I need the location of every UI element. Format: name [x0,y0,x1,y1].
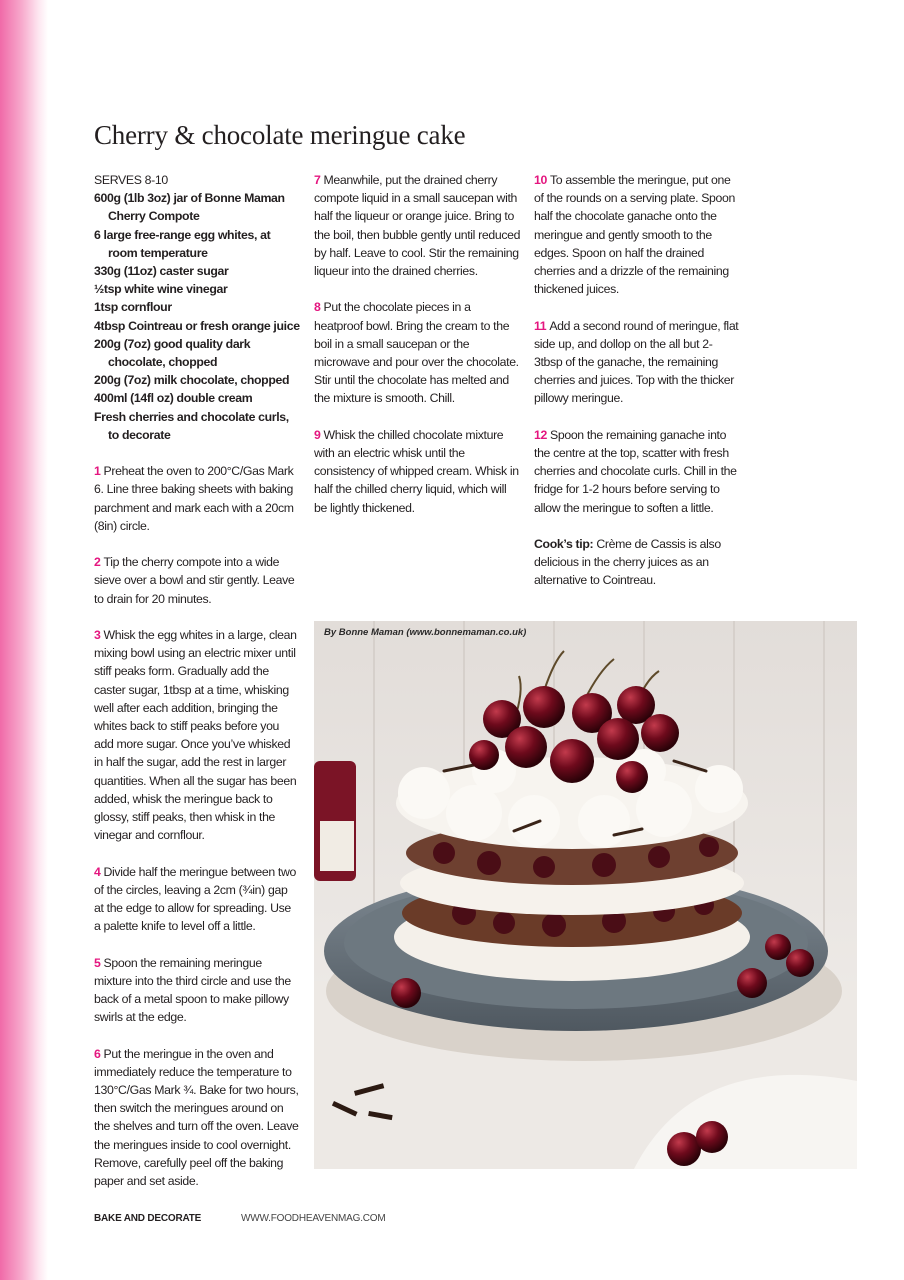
cooks-tip [534,535,740,590]
ingredient-item: 200g (7oz) good quality dark chocolate, chopped [94,336,251,370]
method-step [314,171,522,280]
step-number: 5 [94,955,101,970]
cake-illustration [314,621,857,1169]
footer-section: BAKE AND DECORATE [94,1213,202,1224]
method-step [94,1045,300,1191]
ingredient-item: Fresh cherries and chocolate curls, to decorate [94,409,289,442]
column-3 [534,171,740,590]
step-number: 1 [94,464,101,479]
footer-url[interactable]: WWW.FOODHEAVENMAG.COM [241,1213,386,1224]
step-number: 2 [94,555,101,570]
step-number: 12 [534,427,547,442]
step-text: Meanwhile, put the drained cherry compote liquid in a small saucepan with half the liqueur or orange juice. Bring to the boil, then bubble gently until reduced by half. Leave to cool. Stir the remaining liqueur into the drained cherries. [314,173,521,279]
step-text: Put the chocolate pieces in a heatproof bowl. Bring the cream to the boil in a small saucepan or the microwave and pour over the chocolate. Stir until the chocolate has melted and the mixture is smooth. Chill. [314,300,519,406]
step-text: Spoon the remaining meringue mixture into the third circle and use the back of a metal spoon to make pillowy swirls at the edge. [94,955,291,1025]
method-step [534,171,740,298]
step-number: 6 [94,1046,101,1061]
step-text: Preheat the oven to 200°C/Gas Mark 6. Line three baking sheets with baking parchment and mark each with a 20cm (8in) circle. [94,464,294,533]
step-text: Whisk the chilled chocolate mixture with an electric whisk until the consistency of whipped cream. Whisk in half the chilled cherry liquid, which will be lightly thickened. [314,427,519,515]
step-number: 9 [314,427,321,442]
step-number: 11 [534,318,547,333]
column-1 [94,171,300,1190]
ingredient-item: 1tsp cornflour [94,300,172,315]
method-step [534,426,740,517]
ingredient-item: 400ml (14fl oz) double cream [94,391,253,406]
step-number: 4 [94,864,101,879]
recipe-title: Cherry & chocolate meringue cake [94,120,466,150]
step-text: To assemble the meringue, put one of the rounds on a serving plate. Spoon half the chocolate ganache onto the meringue and gently smooth to the edges. Spoon on half the drained cherries and a drizzle of the remaining thickened juices. [534,173,736,297]
step-number: 3 [94,628,101,643]
step-number: 8 [314,300,321,315]
step-text: Spoon the remaining ganache into the centre at the top, scatter with fresh cherries and chocolate curls. Chill in the fridge for 1-2 hours before serving to allow the meringue to soften a little. [534,427,737,515]
step-number: 10 [534,173,547,187]
serves-label: SERVES 8-10 [94,173,168,187]
method-step [314,426,522,517]
tip-label: Cook’s tip: [534,537,594,552]
method-step [94,626,300,844]
photo-credit: By Bonne Maman (www.bonnemaman.co.uk) [324,627,527,638]
method-step [534,317,740,408]
ingredient-item: 330g (11oz) caster sugar [94,264,229,279]
method-step [94,553,300,608]
method-step [314,298,522,407]
method-step [94,462,300,535]
pink-page-edge [0,0,48,1280]
tip-text: Crème de Cassis is also delicious in the cherry juices as an alternative to Cointreau. [534,537,721,588]
ingredient-list [94,189,300,444]
method-step [94,863,300,936]
ingredient-item: ½tsp white wine vinegar [94,282,228,297]
step-text: Tip the cherry compote into a wide sieve over a bowl and stir gently. Leave to drain for 20 minutes. [94,555,295,606]
ingredient-item: 200g (7oz) milk chocolate, chopped [94,373,290,388]
ingredient-item: 6 large free-range egg whites, at room temperature [94,227,271,260]
step-text: Whisk the egg whites in a large, clean mixing bowl using an electric mixer until stiff peaks form. Gradually add the caster sugar, 1tbsp at a time, whisking well after each addition, bringing the whites back to stiff peaks before you add more sugar. Once you’ve whisked in half the sugar, add the rest in larger quantities. When all the sugar has been added, whisk the meringue back to glossy, stiff peaks, then whisk in the vinegar and cornflour. [94,628,297,843]
ingredient-item: 600g (1lb 3oz) jar of Bonne Maman Cherry Compote [94,191,285,224]
step-text: Add a second round of meringue, flat side up, and dollop on the all but 2-3tbsp of the ganache, the remaining cherries and juices. Top with the thicker pillowy meringue. [534,318,739,406]
column-2 [314,171,522,517]
step-number: 7 [314,173,321,187]
method-step [94,954,300,1027]
ingredient-item: 4tbsp Cointreau or fresh orange juice [94,318,300,333]
cake-photo [314,621,857,1169]
step-text: Divide half the meringue between two of the circles, leaving a 2cm (¾in) gap at the edge to allow for spreading. Use a palette knife to level off a little. [94,864,296,934]
step-text: Put the meringue in the oven and immediately reduce the temperature to 130°C/Gas Mark ¾. Bake for two hours, then switch the meringues around on the shelves and turn off the oven. Leave the meringues inside to cool overnight. Remove, carefully peel off the baking paper and set aside. [94,1046,299,1189]
